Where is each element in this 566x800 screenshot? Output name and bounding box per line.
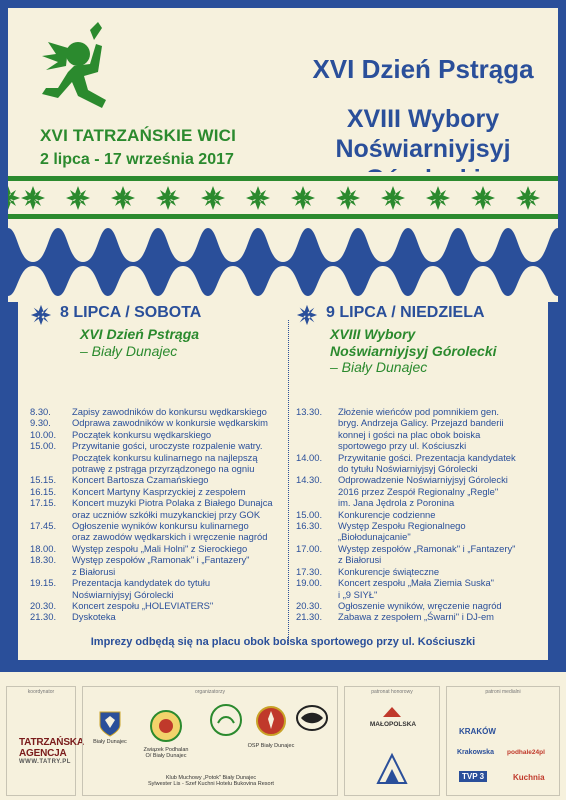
schedule-time	[30, 531, 72, 542]
schedule-time	[30, 463, 72, 474]
schedule-row	[296, 577, 546, 588]
schedule-time: 8.30.	[30, 406, 51, 417]
schedule-description: „Biołodunajcanie"	[338, 531, 411, 543]
schedule-time: 20.30.	[296, 599, 323, 611]
day1-schedule	[30, 406, 290, 623]
schedule-description: z Białorusi	[338, 554, 382, 566]
gazeta-krakowska-logo: Krakowska	[457, 749, 494, 756]
rosette-icon	[296, 304, 318, 326]
event-title-pstrag: XVI Dzień Pstrąga	[312, 54, 534, 84]
schedule-time: 10.00.	[30, 428, 57, 440]
osp-label: OSP Biały Dunajec	[247, 743, 295, 749]
schedule-row	[296, 463, 546, 474]
schedule-description: do tytułu Noświarniyjsyj Górolecki	[338, 463, 478, 475]
zwiazek-podhalan-logo-icon	[149, 709, 183, 743]
media-partners-caption: patroni medialni	[485, 689, 521, 695]
schedule-time: 19.00.	[296, 577, 323, 589]
mountain-logo-icon	[375, 749, 409, 787]
schedule-time: 18.00.	[30, 542, 57, 554]
osp-crest-icon	[255, 703, 287, 739]
coordinator-group	[6, 686, 84, 796]
schedule-row	[296, 509, 546, 520]
schedule-row	[296, 440, 546, 451]
klub-chef: Sylwester Lis - Szef Kuchni Hotelu Bukovina Resort	[148, 781, 274, 787]
schedule-description: bryg. Andrzeja Galicy. Przejazd banderii	[338, 417, 504, 429]
schedule-description: Ogłoszenie wyników konkursu kulinarnego	[72, 520, 249, 532]
organizers-group	[82, 686, 338, 796]
klub-muchowy-logo-icon	[295, 703, 329, 733]
gmina-label: Biały Dunajec	[93, 739, 127, 745]
klub-label	[93, 775, 329, 787]
zwiazek-name: Związek Podhalan	[143, 747, 189, 753]
schedule-time: 21.30.	[30, 611, 57, 623]
schedule-description: Odprowadzenie Noświarniyjsyj Górolecki	[338, 474, 508, 486]
wici-dates: 2 lipca - 17 września 2017	[40, 151, 234, 168]
program-content	[18, 300, 548, 660]
schedule-time: 17.45.	[30, 520, 57, 532]
schedule-row	[30, 497, 290, 508]
sponsors-section	[0, 672, 566, 800]
coordinator-caption: koordynator	[27, 689, 55, 695]
schedule-row	[296, 566, 546, 577]
schedule-row	[296, 589, 546, 600]
schedule-time	[296, 486, 338, 497]
schedule-time	[296, 554, 338, 565]
schedule-time	[296, 463, 338, 474]
schedule-description: potrawę z pstrąga przyrządzonego na ogniu	[72, 463, 255, 475]
schedule-row	[30, 509, 290, 520]
schedule-description: Konkurencje świąteczne	[338, 565, 440, 577]
schedule-row	[296, 406, 546, 417]
schedule-description: oraz uczniów szkółki muzykanckiej przy GOK	[72, 508, 261, 520]
schedule-description: Początek konkursu wędkarskiego	[72, 428, 212, 440]
schedule-time: 17.30.	[296, 565, 323, 577]
schedule-row	[30, 440, 290, 451]
patronage-group	[344, 686, 440, 796]
rosette-icon	[30, 304, 52, 326]
day2-event	[330, 326, 497, 376]
schedule-description: Koncert muzyki Piotra Polaka z Białego Dunajca	[72, 497, 273, 509]
schedule-row	[30, 429, 290, 440]
scallop-bottom-decoration	[8, 262, 558, 302]
scallop-top-decoration	[8, 222, 558, 264]
schedule-row	[296, 554, 546, 565]
schedule-description: Złożenie wieńców pod pomnikiem gen.	[338, 406, 500, 417]
gmina-crest-icon	[99, 711, 121, 737]
schedule-row	[296, 474, 546, 485]
schedule-description: Odprawa zawodników w konkursie wędkarskim	[72, 417, 268, 429]
venue-info: Imprezy odbędą się na placu obok boiska sportowego przy ul. Kościuszki	[90, 636, 476, 648]
malopolska-logo-icon	[381, 705, 403, 719]
schedule-row	[296, 520, 546, 531]
schedule-time: 16.30.	[296, 520, 323, 532]
schedule-time: 15.00.	[296, 508, 323, 520]
schedule-description: Noświarniyjsyj Górolecki	[72, 588, 174, 600]
pattern-border-top	[8, 176, 558, 181]
day1-date: 8 LIPCA / SOBOTA	[60, 304, 202, 321]
schedule-row	[296, 486, 546, 497]
schedule-time	[296, 497, 338, 508]
media-partners-group	[446, 686, 560, 796]
wici-title: XVI TATRZAŃSKIE WICI	[40, 126, 237, 145]
schedule-time: 15.15.	[30, 474, 57, 486]
schedule-description: Koncert Martyny Kasprzyckiej z zespołem	[72, 485, 246, 497]
schedule-description: Koncert Bartosza Czamańskiego	[72, 474, 209, 486]
schedule-time: 14.30.	[296, 474, 323, 486]
schedule-description: z Białorusi	[72, 565, 116, 577]
schedule-row	[30, 554, 290, 565]
schedule-row	[296, 497, 546, 508]
schedule-row	[296, 543, 546, 554]
patronage-caption: patronat honorowy	[371, 689, 413, 695]
day2-event-line2: Noświarniyjsyj Górolecki	[330, 342, 497, 359]
schedule-time	[30, 452, 72, 463]
organizers-caption: organizatorzy	[194, 689, 225, 695]
malopolska-label: MAŁOPOLSKA	[369, 721, 417, 728]
rosette-row-icon	[8, 184, 558, 212]
schedule-row	[296, 611, 546, 622]
schedule-time: 14.00.	[296, 451, 323, 463]
zwiazek-label	[135, 747, 197, 759]
schedule-description: Zapisy zawodników do konkursu wędkarskiego	[72, 406, 267, 417]
day1-heading	[30, 300, 290, 380]
schedule-description: Konkurencje codzienne	[338, 508, 436, 520]
schedule-row	[296, 600, 546, 611]
day1-event	[80, 326, 199, 359]
schedule-time: 9.30.	[30, 417, 51, 429]
schedule-row	[30, 611, 290, 622]
schedule-row	[30, 577, 290, 588]
day2-date: 9 LIPCA / NIEDZIELA	[326, 304, 485, 321]
schedule-time	[296, 531, 338, 542]
schedule-description: Przywitanie gości, uroczyste rozpalenie watry.	[72, 440, 263, 452]
schedule-row	[296, 452, 546, 463]
klub-name: Klub Muchowy „Potok" Biały Dunajec	[165, 775, 257, 781]
schedule-description: Przywitanie gości. Prezentacja kandydatek	[338, 451, 516, 463]
schedule-time: 18.30.	[30, 554, 57, 566]
schedule-row	[296, 531, 546, 542]
schedule-description: Ogłoszenie wyników, wręczenie nagród	[338, 599, 502, 611]
zwiazek-branch: O/ Biały Dunajec	[145, 753, 187, 759]
schedule-time: 20.30.	[30, 599, 57, 611]
schedule-description: sportowego przy ul. Kościuszki	[338, 440, 467, 452]
pattern-border-bottom	[8, 214, 558, 219]
day1-column	[30, 300, 290, 623]
schedule-row	[30, 417, 290, 428]
kuchnia-logo: Kuchnia	[513, 773, 545, 782]
schedule-row	[296, 429, 546, 440]
schedule-time: 16.15.	[30, 485, 57, 497]
schedule-description: Zabawa z zespołem „Śwarni" i DJ-em	[338, 611, 494, 623]
schedule-row	[30, 589, 290, 600]
column-divider	[288, 320, 289, 645]
schedule-description: Koncert zespołu „HOLEVIATERS"	[72, 599, 214, 611]
schedule-time: 21.30.	[296, 611, 323, 623]
schedule-row	[30, 566, 290, 577]
day2-schedule	[296, 406, 546, 623]
day1-event-name: XVI Dzień Pstrąga	[80, 326, 200, 342]
event-title-wybory-line2: Noświarniyjsyj	[335, 135, 511, 163]
schedule-description: im. Jana Jędrola z Poronina	[338, 497, 455, 509]
schedule-row	[30, 463, 290, 474]
day2-place: – Biały Dunajec	[330, 359, 428, 376]
podhale24-logo: podhale24pl	[507, 749, 545, 756]
schedule-description: Początek konkursu kulinarnego na najlepszą	[72, 451, 258, 463]
schedule-description: konnej i gości na plac obok boiska	[338, 428, 481, 440]
day2-event-line1: XVIII Wybory	[330, 326, 416, 342]
schedule-description: i „9 SIYŁ"	[338, 588, 378, 600]
schedule-time: 17.15.	[30, 497, 57, 509]
tatrzanska-url: WWW.TATRY.PL	[19, 759, 71, 765]
schedule-row	[30, 486, 290, 497]
day1-place: – Biały Dunajec	[80, 342, 178, 359]
schedule-description: Dyskoteka	[72, 611, 116, 623]
header	[0, 0, 566, 172]
schedule-description: oraz zawodów wędkarskich i wręczenie nagród	[72, 531, 268, 543]
schedule-row	[296, 417, 546, 428]
tvp3-logo: TVP 3	[459, 771, 487, 782]
radio-krakow-logo: KRAKÓW	[459, 727, 496, 736]
day2-column	[296, 300, 546, 623]
koło-logo-icon	[209, 703, 243, 737]
runner-logo-icon	[28, 20, 118, 120]
schedule-time: 17.00.	[296, 542, 323, 554]
schedule-time	[296, 440, 338, 451]
schedule-description: Występ Zespołu Regionalnego	[338, 520, 466, 532]
tatrzanska-agencja-logo	[19, 737, 83, 765]
tatrzanska-name: TATRZAŃSKA AGENCJA	[19, 737, 84, 759]
schedule-time	[296, 417, 338, 428]
schedule-row	[30, 406, 290, 417]
schedule-row	[30, 543, 290, 554]
schedule-time	[296, 429, 338, 440]
schedule-row	[30, 452, 290, 463]
schedule-time	[30, 566, 72, 577]
schedule-time	[30, 509, 72, 520]
schedule-time: 13.30.	[296, 406, 323, 417]
schedule-time	[30, 589, 72, 600]
event-title-wybory-line1: XVIII Wybory	[346, 105, 500, 133]
schedule-time	[296, 589, 338, 600]
schedule-row	[30, 600, 290, 611]
schedule-description: Występ zespołu „Mali Holni" z Sierockiego	[72, 542, 248, 554]
schedule-description: 2016 przez Zespół Regionalny „Regle"	[338, 485, 499, 497]
schedule-description: Występ zespołów „Ramonak" i „Fantazery"	[72, 554, 250, 566]
schedule-row	[30, 531, 290, 542]
day2-heading	[296, 300, 546, 380]
schedule-row	[30, 474, 290, 485]
schedule-time: 15.00.	[30, 440, 57, 452]
schedule-row	[30, 520, 290, 531]
schedule-description: Prezentacja kandydatek do tytułu	[72, 577, 211, 589]
schedule-time: 19.15.	[30, 577, 57, 589]
schedule-description: Koncert zespołu „Mała Ziemia Suska"	[338, 577, 494, 589]
schedule-description: Występ zespołów „Ramonak" i „Fantazery"	[338, 542, 516, 554]
